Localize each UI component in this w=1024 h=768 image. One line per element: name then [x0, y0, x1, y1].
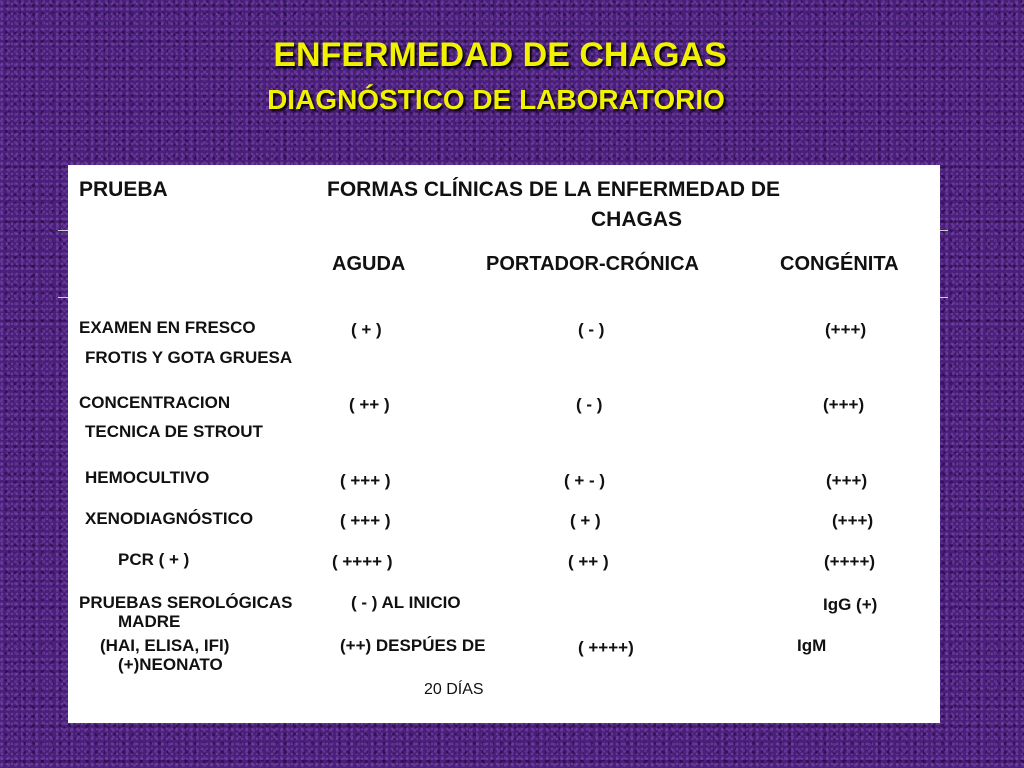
cell-igm: IgM — [797, 636, 827, 655]
slide-subtitle: DIAGNÓSTICO DE LABORATORIO — [267, 84, 725, 115]
cell-aguda: ( ++++ ) — [332, 552, 393, 571]
header-formas-line1: FORMAS CLÍNICAS DE LA ENFERMEDAD DE — [327, 178, 781, 201]
row-test-name: HEMOCULTIVO — [85, 468, 210, 487]
diagnosis-table — [68, 165, 940, 723]
row-test-subname: (HAI, ELISA, IFI) — [100, 636, 230, 655]
header-congenita: CONGÉNITA — [780, 253, 899, 275]
cell-portador: ( ++ ) — [568, 552, 609, 571]
cell-aguda: ( +++ ) — [340, 471, 391, 490]
row-test-name: PRUEBAS SEROLÓGICAS — [79, 593, 293, 612]
cell-congenita: (+++) — [823, 395, 865, 414]
cell-portador: ( - ) — [578, 320, 605, 339]
cell-madre: MADRE — [118, 612, 181, 631]
cell-portador: ( - ) — [576, 395, 603, 414]
cell-congenita: (+++) — [825, 320, 867, 339]
cell-portador: ( ++++) — [578, 638, 634, 657]
cell-portador: ( + - ) — [564, 471, 606, 490]
cell-aguda: ( ++ ) — [349, 395, 390, 414]
row-test-name: PCR ( + ) — [118, 550, 190, 569]
slide-title: ENFERMEDAD DE CHAGAS — [273, 36, 727, 74]
header-formas-line2: CHAGAS — [591, 208, 683, 231]
cell-portador: ( + ) — [570, 511, 601, 530]
cell-congenita: (+++) — [832, 511, 874, 530]
row-test-subname: TECNICA DE STROUT — [85, 422, 263, 441]
header-aguda: AGUDA — [332, 253, 406, 275]
cell-aguda: ( - ) AL INICIO — [351, 593, 461, 612]
cell-congenita: (+++) — [826, 471, 868, 490]
row-test-subname: FROTIS Y GOTA GRUESA — [85, 348, 293, 367]
cell-aguda: ( + ) — [351, 320, 382, 339]
cell-dias: 20 DÍAS — [424, 681, 484, 698]
cell-neonato: (+)NEONATO — [118, 655, 223, 674]
row-test-name: CONCENTRACION — [79, 393, 231, 412]
cell-despues: (++) DESPÚES DE — [340, 636, 486, 655]
cell-aguda: ( +++ ) — [340, 511, 391, 530]
header-prueba: PRUEBA — [79, 178, 168, 201]
row-test-name: XENODIAGNÓSTICO — [85, 509, 254, 528]
cell-congenita: (++++) — [824, 552, 876, 571]
cell-igg: IgG (+) — [823, 595, 878, 614]
row-test-name: EXAMEN EN FRESCO — [79, 318, 256, 337]
header-portador: PORTADOR-CRÓNICA — [486, 253, 699, 275]
